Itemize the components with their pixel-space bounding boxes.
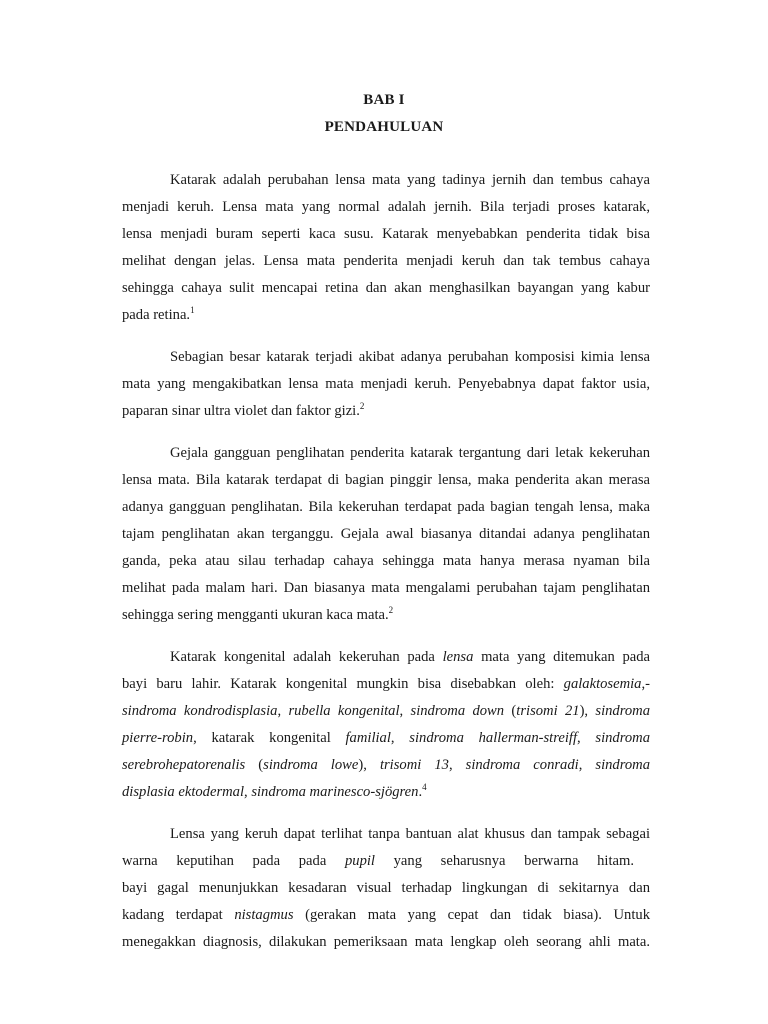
paragraph-3-last-line: [122, 605, 650, 625]
paragraph-2-text: paparan sinar ultra violet dan faktor gizi.: [122, 403, 360, 419]
paragraph-1-text: pada retina.: [122, 307, 191, 323]
paragraph-5-line: warna keputihan pada pada pupil yang seharusnya berwarna hitam.: [122, 853, 635, 869]
paragraph-4-line: sindroma kondrodisplasia, rubella kongenital, sindroma down (trisomi 21), sindroma: [122, 703, 651, 719]
footnote-marker: 2: [359, 401, 365, 411]
paragraph-5-line: Lensa yang keruh dapat terlihat tanpa bantuan alat khusus dan tampak sebagai: [170, 826, 650, 842]
paragraph-3-line: ganda, peka atau silau terhadap cahaya sehingga mata hanya merasa nyaman bila: [122, 553, 650, 569]
paragraph-1-line: melihat dengan jelas. Lensa mata penderita menjadi keruh dan tak tembus cahaya: [122, 253, 650, 269]
footnote-marker: 4: [422, 782, 427, 792]
paragraph-3-line: adanya gangguan penglihatan. Bila kekeruhan terdapat pada bagian tengah lensa, maka: [122, 499, 650, 515]
paragraph-2-line: Sebagian besar katarak terjadi akibat adanya perubahan komposisi kimia lensa: [170, 349, 650, 365]
paragraph-5-line: bayi gagal menunjukkan kesadaran visual terhadap lingkungan di sekitarnya dan: [122, 880, 650, 896]
chapter-title: PENDAHULUAN: [324, 119, 444, 135]
paragraph-3-text: sehingga sering mengganti ukuran kaca mata.: [122, 607, 389, 623]
paragraph-4-last-line: displasia ektodermal, sindroma marinesco-sjögren.$^4$: [122, 782, 427, 800]
paragraph-1-line: sehingga cahaya sulit mencapai retina dan akan menghasilkan bayangan yang kabur: [122, 280, 650, 296]
footnote-marker: 2: [388, 605, 394, 615]
paragraph-4-line: serebrohepatorenalis (sindroma lowe), trisomi 13, sindroma conradi, sindroma: [122, 757, 651, 773]
paragraph-4-line: Katarak kongenital adalah kekeruhan pada lensa mata yang ditemukan pada: [170, 649, 650, 665]
paragraph-1-line: Katarak adalah perubahan lensa mata yang tadinya jernih dan tembus cahaya: [170, 172, 650, 188]
chapter-number: BAB I: [363, 92, 405, 108]
paragraph-3-line: melihat pada malam hari. Dan biasanya mata mengalami perubahan tajam penglihatan: [122, 580, 650, 596]
paragraph-1-line: menjadi keruh. Lensa mata yang normal adalah jernih. Bila terjadi proses katarak,: [122, 199, 650, 215]
paragraph-5-line: menegakkan diagnosis, dilakukan pemeriksaan mata lengkap oleh seorang ahli mata.: [122, 934, 650, 950]
paragraph-4-line: pierre-robin, katarak kongenital familial, sindroma hallerman-streiff, sindroma: [122, 730, 650, 746]
paragraph-1-last-line: [122, 305, 650, 325]
paragraph-3-line: tajam penglihatan akan terganggu. Gejala awal biasanya ditandai adanya penglihatan: [122, 526, 650, 542]
paragraph-3-line: lensa mata. Bila katarak terdapat di bagian pinggir lensa, maka penderita akan merasa: [122, 472, 650, 488]
paragraph-2-line: mata yang mengakibatkan lensa mata menjadi keruh. Penyebabnya dapat faktor usia,: [122, 376, 650, 392]
paragraph-5-line: kadang terdapat nistagmus (gerakan mata yang cepat dan tidak biasa). Untuk: [122, 907, 650, 923]
paragraph-1-line: lensa menjadi buram seperti kaca susu. Katarak menyebabkan penderita tidak bisa: [122, 226, 650, 242]
paragraph-4-line: bayi baru lahir. Katarak kongenital mungkin bisa disebabkan oleh: galaktosemia,-: [122, 676, 650, 692]
footnote-marker: 1: [190, 305, 195, 315]
paragraph-2-last-line: [122, 401, 650, 421]
paragraph-3-line: Gejala gangguan penglihatan penderita katarak tergantung dari letak kekeruhan: [170, 445, 650, 461]
